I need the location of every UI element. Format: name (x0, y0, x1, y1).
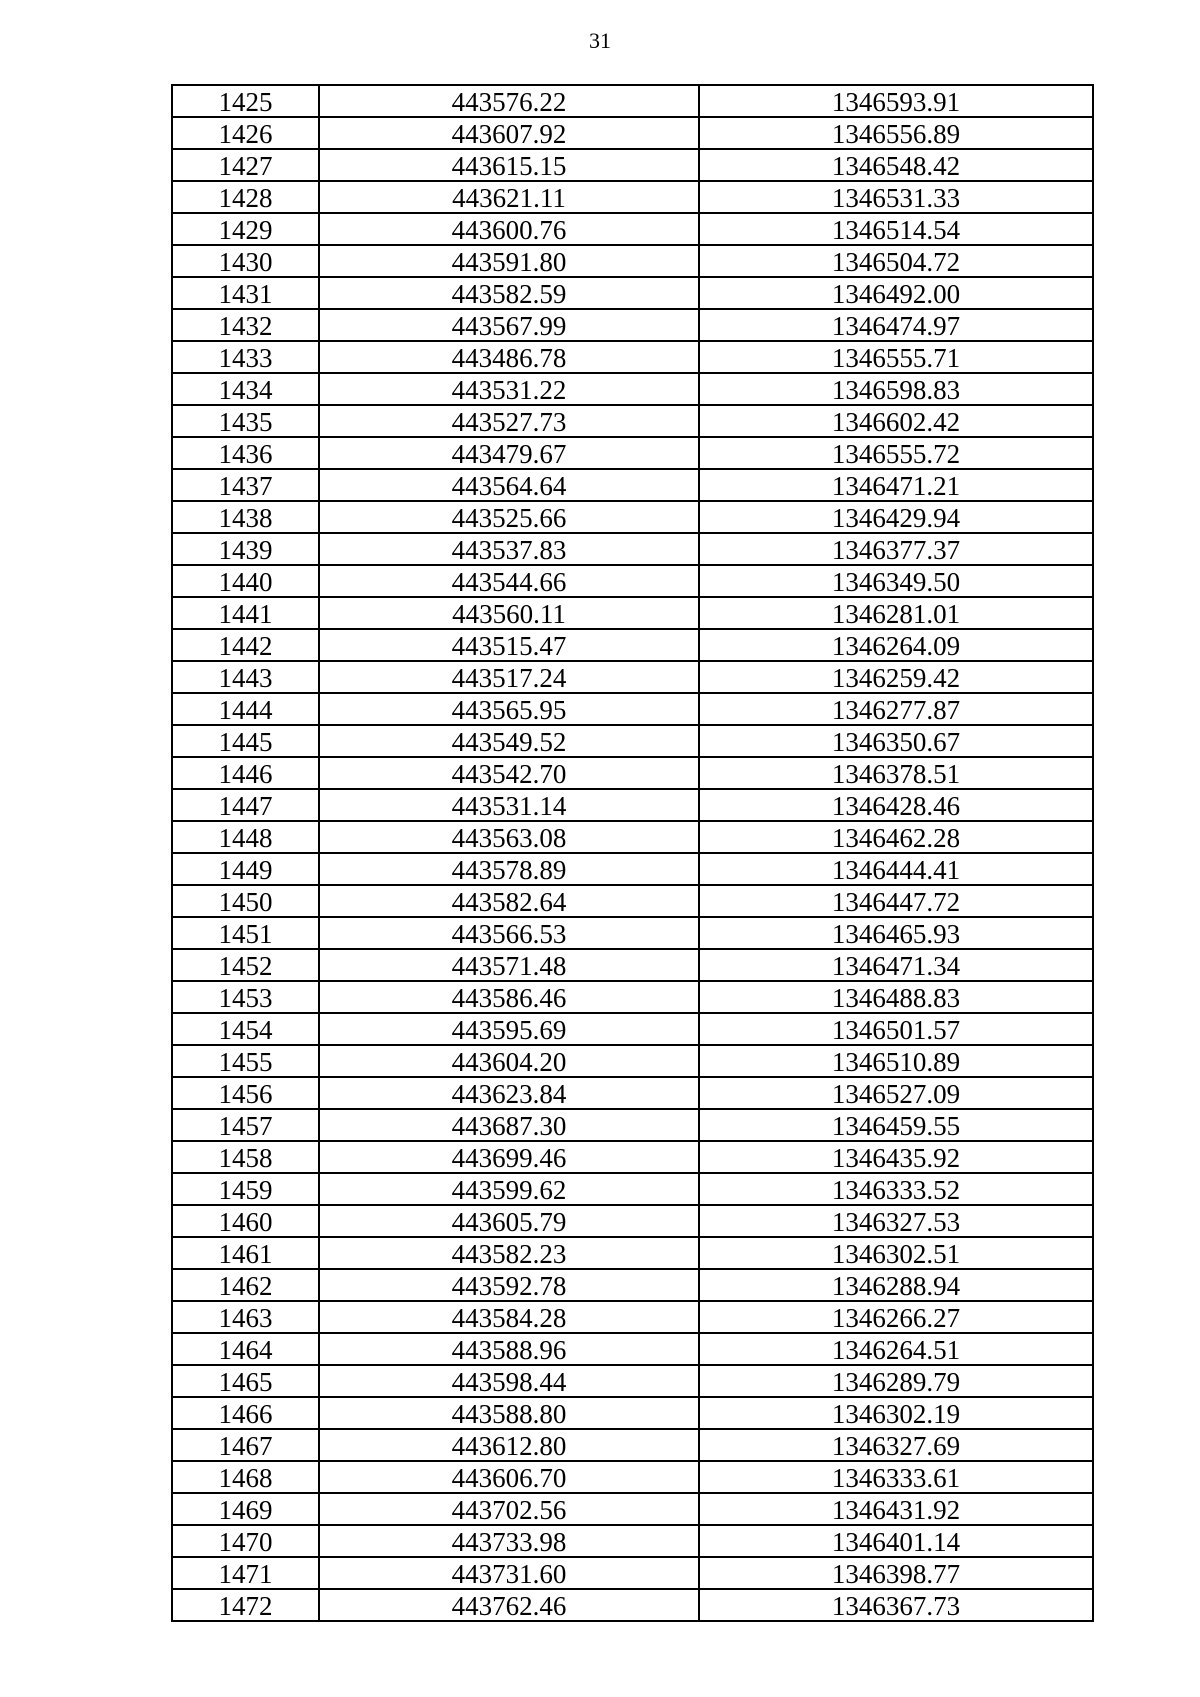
y-coordinate-cell: 1346288.94 (699, 1269, 1093, 1301)
coordinates-table-body (172, 85, 1093, 1621)
table-row (172, 597, 1093, 629)
x-coordinate-cell: 443544.66 (319, 565, 699, 597)
x-coordinate-cell: 443733.98 (319, 1525, 699, 1557)
point-number-cell: 1459 (172, 1173, 319, 1205)
x-coordinate-cell: 443702.56 (319, 1493, 699, 1525)
x-coordinate-cell: 443582.59 (319, 277, 699, 309)
y-coordinate-cell: 1346510.89 (699, 1045, 1093, 1077)
point-number-cell: 1472 (172, 1589, 319, 1621)
y-coordinate-cell: 1346555.72 (699, 437, 1093, 469)
point-number-cell: 1429 (172, 213, 319, 245)
x-coordinate-cell: 443542.70 (319, 757, 699, 789)
point-number-cell: 1467 (172, 1429, 319, 1461)
y-coordinate-cell: 1346501.57 (699, 1013, 1093, 1045)
point-number-cell: 1436 (172, 437, 319, 469)
table-row (172, 1429, 1093, 1461)
table-row (172, 1365, 1093, 1397)
x-coordinate-cell: 443565.95 (319, 693, 699, 725)
point-number-cell: 1452 (172, 949, 319, 981)
x-coordinate-cell: 443731.60 (319, 1557, 699, 1589)
x-coordinate-cell: 443621.11 (319, 181, 699, 213)
table-row (172, 565, 1093, 597)
y-coordinate-cell: 1346598.83 (699, 373, 1093, 405)
x-coordinate-cell: 443567.99 (319, 309, 699, 341)
table-row (172, 309, 1093, 341)
y-coordinate-cell: 1346349.50 (699, 565, 1093, 597)
point-number-cell: 1461 (172, 1237, 319, 1269)
point-number-cell: 1465 (172, 1365, 319, 1397)
table-row (172, 693, 1093, 725)
y-coordinate-cell: 1346333.61 (699, 1461, 1093, 1493)
y-coordinate-cell: 1346428.46 (699, 789, 1093, 821)
table-row (172, 1269, 1093, 1301)
point-number-cell: 1425 (172, 85, 319, 117)
table-row (172, 213, 1093, 245)
point-number-cell: 1433 (172, 341, 319, 373)
y-coordinate-cell: 1346401.14 (699, 1525, 1093, 1557)
x-coordinate-cell: 443588.96 (319, 1333, 699, 1365)
table-row (172, 821, 1093, 853)
x-coordinate-cell: 443592.78 (319, 1269, 699, 1301)
point-number-cell: 1437 (172, 469, 319, 501)
x-coordinate-cell: 443549.52 (319, 725, 699, 757)
x-coordinate-cell: 443486.78 (319, 341, 699, 373)
y-coordinate-cell: 1346377.37 (699, 533, 1093, 565)
x-coordinate-cell: 443604.20 (319, 1045, 699, 1077)
x-coordinate-cell: 443576.22 (319, 85, 699, 117)
y-coordinate-cell: 1346289.79 (699, 1365, 1093, 1397)
point-number-cell: 1435 (172, 405, 319, 437)
point-number-cell: 1462 (172, 1269, 319, 1301)
x-coordinate-cell: 443563.08 (319, 821, 699, 853)
table-row (172, 789, 1093, 821)
table-row (172, 181, 1093, 213)
point-number-cell: 1431 (172, 277, 319, 309)
y-coordinate-cell: 1346429.94 (699, 501, 1093, 533)
y-coordinate-cell: 1346471.21 (699, 469, 1093, 501)
y-coordinate-cell: 1346266.27 (699, 1301, 1093, 1333)
x-coordinate-cell: 443762.46 (319, 1589, 699, 1621)
point-number-cell: 1430 (172, 245, 319, 277)
table-row (172, 1109, 1093, 1141)
y-coordinate-cell: 1346398.77 (699, 1557, 1093, 1589)
table-row (172, 533, 1093, 565)
point-number-cell: 1464 (172, 1333, 319, 1365)
y-coordinate-cell: 1346431.92 (699, 1493, 1093, 1525)
point-number-cell: 1455 (172, 1045, 319, 1077)
point-number-cell: 1446 (172, 757, 319, 789)
point-number-cell: 1471 (172, 1557, 319, 1589)
table-row (172, 1077, 1093, 1109)
point-number-cell: 1434 (172, 373, 319, 405)
y-coordinate-cell: 1346556.89 (699, 117, 1093, 149)
x-coordinate-cell: 443566.53 (319, 917, 699, 949)
point-number-cell: 1438 (172, 501, 319, 533)
x-coordinate-cell: 443582.64 (319, 885, 699, 917)
point-number-cell: 1426 (172, 117, 319, 149)
x-coordinate-cell: 443606.70 (319, 1461, 699, 1493)
x-coordinate-cell: 443527.73 (319, 405, 699, 437)
point-number-cell: 1454 (172, 1013, 319, 1045)
x-coordinate-cell: 443584.28 (319, 1301, 699, 1333)
y-coordinate-cell: 1346302.19 (699, 1397, 1093, 1429)
y-coordinate-cell: 1346504.72 (699, 245, 1093, 277)
table-row (172, 885, 1093, 917)
table-row (172, 917, 1093, 949)
table-row (172, 373, 1093, 405)
y-coordinate-cell: 1346281.01 (699, 597, 1093, 629)
point-number-cell: 1463 (172, 1301, 319, 1333)
x-coordinate-cell: 443531.22 (319, 373, 699, 405)
x-coordinate-cell: 443599.62 (319, 1173, 699, 1205)
y-coordinate-cell: 1346327.53 (699, 1205, 1093, 1237)
x-coordinate-cell: 443598.44 (319, 1365, 699, 1397)
table-row (172, 1525, 1093, 1557)
x-coordinate-cell: 443571.48 (319, 949, 699, 981)
x-coordinate-cell: 443586.46 (319, 981, 699, 1013)
point-number-cell: 1457 (172, 1109, 319, 1141)
x-coordinate-cell: 443623.84 (319, 1077, 699, 1109)
y-coordinate-cell: 1346462.28 (699, 821, 1093, 853)
table-row (172, 1045, 1093, 1077)
point-number-cell: 1441 (172, 597, 319, 629)
y-coordinate-cell: 1346471.34 (699, 949, 1093, 981)
y-coordinate-cell: 1346378.51 (699, 757, 1093, 789)
x-coordinate-cell: 443525.66 (319, 501, 699, 533)
point-number-cell: 1469 (172, 1493, 319, 1525)
point-number-cell: 1458 (172, 1141, 319, 1173)
y-coordinate-cell: 1346264.09 (699, 629, 1093, 661)
y-coordinate-cell: 1346350.67 (699, 725, 1093, 757)
x-coordinate-cell: 443517.24 (319, 661, 699, 693)
x-coordinate-cell: 443578.89 (319, 853, 699, 885)
table-row (172, 853, 1093, 885)
x-coordinate-cell: 443595.69 (319, 1013, 699, 1045)
point-number-cell: 1439 (172, 533, 319, 565)
table-row (172, 501, 1093, 533)
table-row (172, 1205, 1093, 1237)
point-number-cell: 1470 (172, 1525, 319, 1557)
point-number-cell: 1440 (172, 565, 319, 597)
table-row (172, 949, 1093, 981)
x-coordinate-cell: 443531.14 (319, 789, 699, 821)
point-number-cell: 1451 (172, 917, 319, 949)
y-coordinate-cell: 1346302.51 (699, 1237, 1093, 1269)
point-number-cell: 1448 (172, 821, 319, 853)
point-number-cell: 1442 (172, 629, 319, 661)
y-coordinate-cell: 1346465.93 (699, 917, 1093, 949)
y-coordinate-cell: 1346459.55 (699, 1109, 1093, 1141)
point-number-cell: 1445 (172, 725, 319, 757)
table-row (172, 1301, 1093, 1333)
x-coordinate-cell: 443564.64 (319, 469, 699, 501)
x-coordinate-cell: 443607.92 (319, 117, 699, 149)
x-coordinate-cell: 443479.67 (319, 437, 699, 469)
page-number: 31 (589, 28, 611, 53)
table-row (172, 1557, 1093, 1589)
y-coordinate-cell: 1346447.72 (699, 885, 1093, 917)
table-row (172, 629, 1093, 661)
coordinates-table (171, 84, 1094, 1622)
y-coordinate-cell: 1346555.71 (699, 341, 1093, 373)
x-coordinate-cell: 443591.80 (319, 245, 699, 277)
table-row (172, 85, 1093, 117)
table-row (172, 981, 1093, 1013)
x-coordinate-cell: 443600.76 (319, 213, 699, 245)
table-row (172, 757, 1093, 789)
table-row (172, 1461, 1093, 1493)
table-row (172, 1589, 1093, 1621)
x-coordinate-cell: 443515.47 (319, 629, 699, 661)
table-row (172, 661, 1093, 693)
y-coordinate-cell: 1346264.51 (699, 1333, 1093, 1365)
x-coordinate-cell: 443699.46 (319, 1141, 699, 1173)
table-row (172, 117, 1093, 149)
x-coordinate-cell: 443588.80 (319, 1397, 699, 1429)
point-number-cell: 1444 (172, 693, 319, 725)
x-coordinate-cell: 443615.15 (319, 149, 699, 181)
y-coordinate-cell: 1346602.42 (699, 405, 1093, 437)
table-row (172, 1237, 1093, 1269)
y-coordinate-cell: 1346259.42 (699, 661, 1093, 693)
point-number-cell: 1449 (172, 853, 319, 885)
x-coordinate-cell: 443605.79 (319, 1205, 699, 1237)
y-coordinate-cell: 1346333.52 (699, 1173, 1093, 1205)
y-coordinate-cell: 1346492.00 (699, 277, 1093, 309)
point-number-cell: 1432 (172, 309, 319, 341)
y-coordinate-cell: 1346514.54 (699, 213, 1093, 245)
table-row (172, 245, 1093, 277)
table-row (172, 437, 1093, 469)
x-coordinate-cell: 443582.23 (319, 1237, 699, 1269)
table-row (172, 341, 1093, 373)
table-row (172, 1173, 1093, 1205)
table-row (172, 149, 1093, 181)
point-number-cell: 1427 (172, 149, 319, 181)
table-row (172, 725, 1093, 757)
point-number-cell: 1460 (172, 1205, 319, 1237)
y-coordinate-cell: 1346531.33 (699, 181, 1093, 213)
y-coordinate-cell: 1346435.92 (699, 1141, 1093, 1173)
table-row (172, 1141, 1093, 1173)
table-row (172, 1493, 1093, 1525)
y-coordinate-cell: 1346474.97 (699, 309, 1093, 341)
x-coordinate-cell: 443537.83 (319, 533, 699, 565)
point-number-cell: 1450 (172, 885, 319, 917)
y-coordinate-cell: 1346444.41 (699, 853, 1093, 885)
point-number-cell: 1447 (172, 789, 319, 821)
y-coordinate-cell: 1346548.42 (699, 149, 1093, 181)
table-row (172, 277, 1093, 309)
y-coordinate-cell: 1346367.73 (699, 1589, 1093, 1621)
point-number-cell: 1453 (172, 981, 319, 1013)
x-coordinate-cell: 443560.11 (319, 597, 699, 629)
y-coordinate-cell: 1346527.09 (699, 1077, 1093, 1109)
table-row (172, 405, 1093, 437)
point-number-cell: 1428 (172, 181, 319, 213)
x-coordinate-cell: 443687.30 (319, 1109, 699, 1141)
y-coordinate-cell: 1346327.69 (699, 1429, 1093, 1461)
y-coordinate-cell: 1346593.91 (699, 85, 1093, 117)
table-row (172, 1013, 1093, 1045)
table-row (172, 1333, 1093, 1365)
x-coordinate-cell: 443612.80 (319, 1429, 699, 1461)
y-coordinate-cell: 1346488.83 (699, 981, 1093, 1013)
table-row (172, 469, 1093, 501)
point-number-cell: 1456 (172, 1077, 319, 1109)
point-number-cell: 1466 (172, 1397, 319, 1429)
point-number-cell: 1468 (172, 1461, 319, 1493)
table-row (172, 1397, 1093, 1429)
point-number-cell: 1443 (172, 661, 319, 693)
y-coordinate-cell: 1346277.87 (699, 693, 1093, 725)
